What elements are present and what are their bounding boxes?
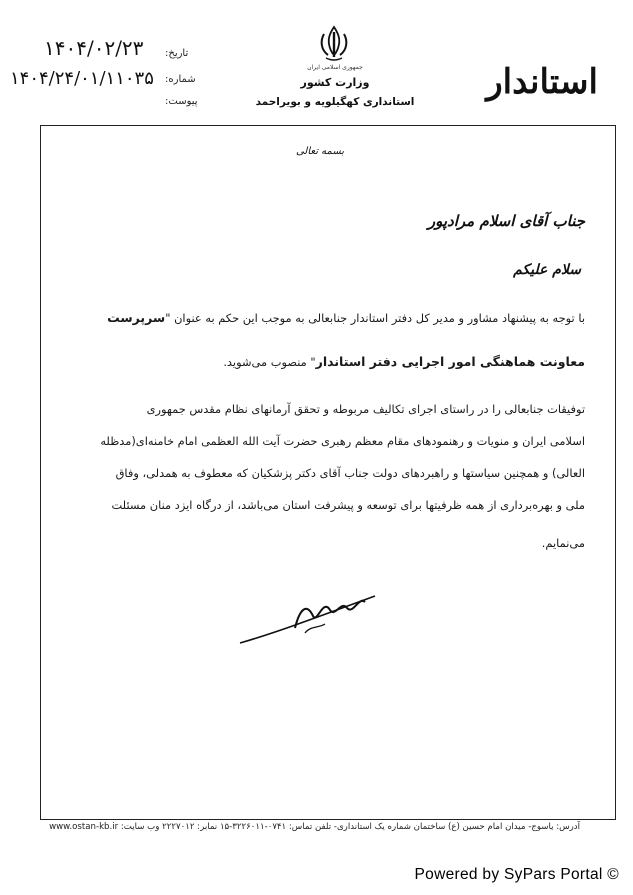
p1-line1-bold: سرپرست: [107, 310, 166, 325]
page-title: استاندار: [486, 62, 598, 102]
paragraph-2-line-1: توفیقات جنابعالی را در راستای اجرای تکالیف مربوطه و تحقق آرمانهای نظام مقدس جمهوری: [146, 402, 585, 416]
paragraph-1-line-2: [223, 354, 585, 369]
addressee: جناب آقای اسلام مرادپور: [427, 212, 585, 230]
paragraph-2-line-5: می‌نمایم.: [541, 536, 585, 550]
paragraph-2-line-2: اسلامی ایران و منویات و رهنمودهای مقام معظم رهبری حضرت آیت الله العظمی امام خامنه‌ای(مدظله: [100, 434, 585, 448]
paragraph-1-line-1: [107, 310, 585, 325]
number-value: ۱۴۰۴/۲۴/۰۱/۱۱۰۳۵: [10, 68, 154, 89]
ministry-name: وزارت کشور: [300, 76, 370, 89]
date-value: ۱۴۰۴/۰۲/۲۳: [44, 36, 144, 60]
p1-line1-text: با توجه به پیشنهاد مشاور و مدیر کل دفتر استاندار جنابعالی به موجب این حکم به عنوان ": [165, 311, 585, 325]
signature: [235, 588, 385, 648]
footer-address: آدرس: یاسوج- میدان امام حسین (ع) ساختمان شماره یک استانداری- تلفن تماس: ۰۷۴۱-۳۲۲۶۰۱۱-۱۵ نمابر: ۲۲۲۷۰۱۲ وب سایت: www.ostan-kb.ir: [49, 822, 580, 832]
attachment-label: پیوست:: [165, 96, 198, 107]
iran-emblem-icon: [316, 24, 352, 64]
basmala: بسمه تعالی: [295, 146, 345, 157]
emblem-caption: جمهوری اسلامی ایران: [307, 64, 363, 71]
paragraph-2-line-4: ملی و بهره‌برداری از همه ظرفیتها برای توسعه و پیشرفت استان می‌باشد، از درگاه ایزد منان مسئلت: [111, 498, 585, 512]
powered-by-watermark: Powered by SyPars Portal ©: [414, 866, 619, 883]
date-label: تاریخ:: [165, 48, 189, 59]
p1-line2-bold: معاونت هماهنگی امور اجرایی دفتر استاندار: [315, 354, 585, 369]
p1-line2-text: " منصوب می‌شوید.: [223, 355, 316, 369]
greeting: سلام علیکم: [513, 262, 581, 278]
number-label: شماره:: [165, 74, 196, 85]
paragraph-2-line-3: العالی) و همچنین سیاستها و راهبردهای دولت جناب آقای دکتر پزشکیان که معطوف به همدلی، وفاق: [115, 466, 585, 480]
governorate-name: استانداری کهگیلویه و بویراحمد: [255, 96, 415, 108]
